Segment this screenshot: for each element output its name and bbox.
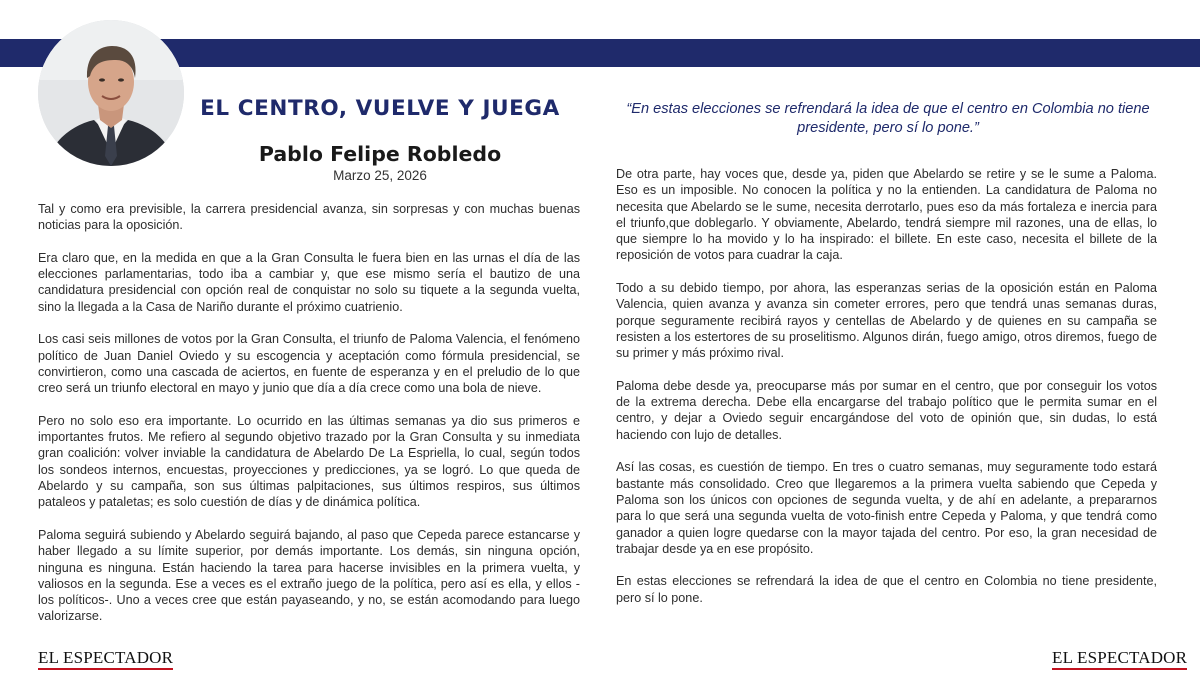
pull-quote: “En estas elecciones se refrendará la idea de que el centro en Colombia no tiene presidente, pero sí lo pone.” bbox=[626, 101, 1150, 136]
paragraph: Los casi seis millones de votos por la Gran Consulta, el triunfo de Paloma Valencia, el fenómeno político de Juan Daniel Oviedo y su escogencia y aceptación como fórmula presidencial, se convirtieron, como una cascada de aciertos, en fuente de esperanza y en el preludio de lo que creo será un triunfo electoral en mayo y junio que día a día crece como una bola de nieve. bbox=[38, 332, 580, 396]
publisher-logo-left: EL ESPECTADOR bbox=[38, 648, 174, 667]
publisher-logo-right: EL ESPECTADOR bbox=[1052, 648, 1188, 667]
paragraph: En estas elecciones se refrendará la idea de que el centro en Colombia no tiene presidente, pero sí lo pone. bbox=[616, 574, 1157, 605]
paragraph: Paloma debe desde ya, preocuparse más por sumar en el centro, que por conseguir los votos de la extrema derecha. Debe ella encargarse del trabajo político que le permita sumar en el centro, y dejar a Oviedo seguir encargándose del voto de opinión que, sin dudas, lo está haciendo con lujo de detalles. bbox=[616, 378, 1157, 442]
author-portrait-icon bbox=[38, 20, 184, 166]
paragraph: Así las cosas, es cuestión de tiempo. En tres o cuatro semanas, muy seguramente todo estará bastante más consolidado. Creo que llegaremos a la primera vuelta sabiendo que Cepeda y Paloma son los únicos con opciones de segunda vuelta, y de ahí en adelante, a prepararnos para lo que será una segunda vuelta de voto-finish entre Cepeda y Paloma, y que tendrá como ganador a quien logre quedarse con la mayor tajada del centro. Por eso, la gran necesidad de trabajar desde ya en ese propósito. bbox=[616, 460, 1157, 556]
paragraph: Paloma seguirá subiendo y Abelardo seguirá bajando, al paso que Cepeda parece estancarse y haber llegado a su límite superior, por demás importante. Los demás, sin ninguna opción, ninguna es ninguna. Están haciendo la tarea para hacerse invisibles en la primera vuelta, y valiosos en la segunda. Ese a veces es el extraño juego de la política, pero así es ella, y ellos - los políticos-. Uno a veces cree que están payaseando, y no, se están acomodando para luego valorizarse. bbox=[38, 527, 580, 624]
paragraph: Era claro que, en la medida en que a la Gran Consulta le fuera bien en las urnas el día de las elecciones parlamentarias, todo iba a cambiar y, que ese mismo sería el bautizo de una candidatura presidencial con opción real de conquistar no solo su tiquete a la segunda vuelta, sino la llegada a la Casa de Nariño durante el próximo cuatrienio. bbox=[38, 250, 580, 314]
right-column bbox=[616, 166, 1157, 622]
paragraph: Todo a su debido tiempo, por ahora, las esperanzas serias de la oposición están en Paloma Valencia, quien avanza y avanza sin cometer errores, pero que tendrá unas semanas duras, porque seguramente recibirá rayos y centellas de Abelardo y de quienes en su campaña se resisten a los estertores de su proselitismo. Algunos dirán, fuego amigo, otros diremos, fuego de su primer y más próximo rival. bbox=[616, 281, 1157, 361]
left-column bbox=[38, 201, 580, 641]
header-band bbox=[0, 39, 1200, 67]
author-photo bbox=[38, 20, 184, 166]
article-title: EL CENTRO, VUELVE Y JUEGA bbox=[200, 96, 560, 121]
paragraph: Tal y como era previsible, la carrera presidencial avanza, sin sorpresas y con muchas buenas noticias para la oposición. bbox=[38, 202, 580, 233]
paragraph: De otra parte, hay voces que, desde ya, piden que Abelardo se retire y se le sume a Paloma. Eso es un imposible. No conocen la política y no la entienden. La candidatura de Paloma no necesita que Abelardo se le sume, necesita derrotarlo, pues eso da más fortaleza e inercia para el triunfo,que doblegarlo. Y obviamente, Abelardo, tendrá siempre mil razones, una de ellas, lo que siempre lo ha movido y lo ha inspirado: el billete. En este caso, necesita el billete de la reposición de votos para cuadrar la caja. bbox=[616, 167, 1157, 263]
publish-date: Marzo 25, 2026 bbox=[333, 168, 427, 183]
paragraph: Pero no solo eso era importante. Lo ocurrido en las últimas semanas ya dio sus primeros e importantes frutos. Me refiero al segundo objetivo trazado por la Gran Consulta y su inmediata gran coalición: volver inviable la candidatura de Abelardo De La Espriella, lo cual, según todos los sondeos internos, encuestas, proyecciones y predicciones, ya se logró. Lo que queda de Abelardo y su campaña, son sus últimas palpitaciones, sus últimos respiros, sus últimos pataleos y pataletas; es solo cuestión de días y de dinámica política. bbox=[38, 413, 580, 510]
author-name: Pablo Felipe Robledo bbox=[258, 142, 502, 166]
